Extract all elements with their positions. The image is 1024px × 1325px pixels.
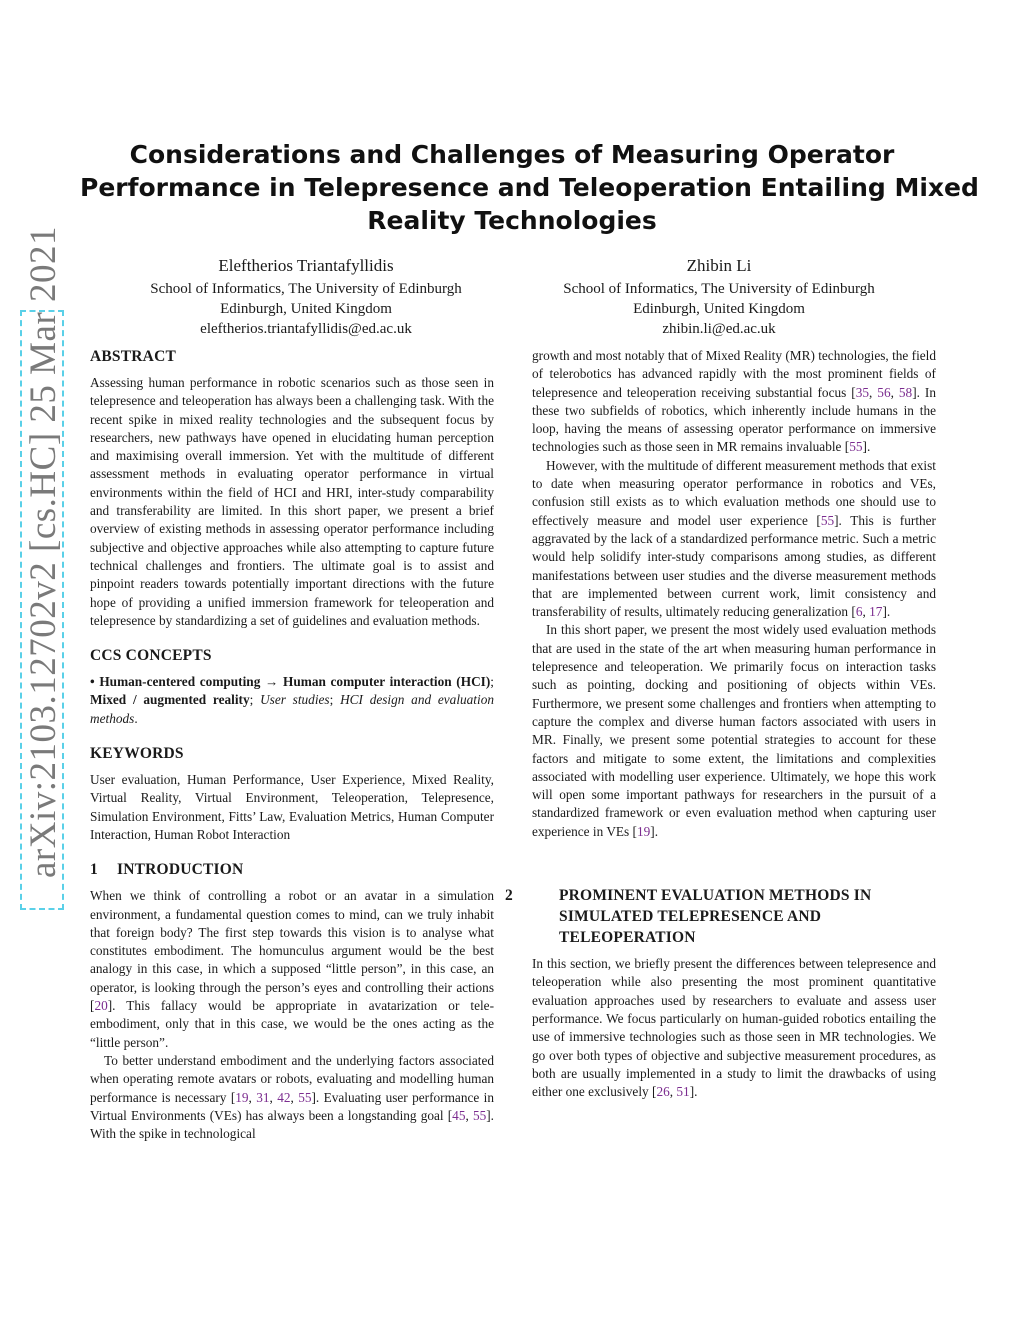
right-column: [505, 347, 937, 1117]
author-email[interactable]: eleftherios.triantafyllidis@ed.ac.uk: [200, 321, 412, 337]
citation-link[interactable]: 20: [94, 998, 108, 1014]
section-2: [505, 885, 936, 1101]
author-affiliation: School of Informatics, The University of Edinburgh: [150, 281, 462, 297]
intro-paragraph-4: However, with the multitude of different measurement methods that exist to date when measuring operator performance in robotics and VEs, confusion still exists as to which evaluation methods one should use to effectively measure and model user experience [55]. This is further aggravated by the lack of a standardized performance metric. Such a metric would help solidify inter-study comparisons among studies, as different manifestations between user studies and the diverse measurement methods that are implemented between current work, limit consistency and transferability of results, ultimately reducing generalization [6, 17].: [532, 457, 936, 620]
abstract-heading: ABSTRACT: [90, 348, 177, 365]
citation-link[interactable]: 35: [855, 384, 869, 400]
citation-link[interactable]: 58: [898, 384, 913, 400]
citation-link[interactable]: 55: [298, 1089, 312, 1105]
author-block-2: [529, 255, 909, 339]
citation-link[interactable]: 56: [877, 384, 891, 400]
title-line: Reality Technologies: [367, 206, 657, 235]
citation-link[interactable]: 55: [820, 512, 835, 528]
author-location: Edinburgh, United Kingdom: [220, 301, 392, 317]
author-name: Eleftherios Triantafyllidis: [218, 256, 394, 275]
keywords-section: [90, 744, 494, 844]
citation-link[interactable]: 19: [636, 823, 651, 839]
citation-link[interactable]: 45: [452, 1107, 466, 1123]
citation-link[interactable]: 6: [855, 604, 863, 620]
intro-paragraph-5: In this short paper, we present the most widely used evaluation methods that are used in the state of the art when measuring human performance in telepresence and teleoperation. We primarily focus on interaction tasks such as pointing, docking and positioning of objects within VEs. Furthermore, we present some challenges and frontiers when attempting to capture the complex and diverse human factors associated with users in MR. Finally, we present some potential strategies to account for these factors and mitigate to some extent, the limitations and complexities associated with modelling user experience. Ultimately, we hope this work will open some important pathways for researchers in the pursuit of a standardized framework or even evaluation method when capturing user experience in VEs [19].: [532, 622, 936, 839]
section-2-heading: 2 PROMINENT EVALUATION METHODS IN SIMULATED TELEPRESENCE AND TELEOPERATION: [505, 887, 872, 947]
abstract-text: Assessing human performance in robotic scenarios such as those seen in telepresence and teleoperation has always been a challenging task. With the recent spike in mixed reality technologies and the subsequent focus by researchers, new pathways have opened in elucidating human perception and maximising overall immersion. Yet with the multitude of different assessment methods in evaluating operator performance in virtual environments within the field of HCI and HRI, inter-study comparability and transferability are limited. In this short paper, we present a brief overview of existing methods in assessing operator performance including subjective and objective approaches while also attempting to capture future technical challenges and frontiers. The ultimate goal is to assist and pinpoint readers towards potentially important directions with the future hope of providing a unified immersion framework for teleoperation and telepresence by standardizing a set of guidelines and evaluation methods.: [90, 375, 494, 628]
intro-paragraph-1: When we think of controlling a robot or an avatar in a simulation environment, a fundamental question comes to mind, can we truly inhabit that foreign body? The first step towards this vision is to analyse what constitutes embodiment. The homunculus argument would be the best analogy in this case, in which a supposed “little person”, in this case, an operator, is looking through the person’s eyes and controlling their actions [20]. This fallacy would be appropriate in avatarization or tele-embodiment, only that in this case, we would be the ones acting as the “little person”.: [90, 888, 494, 1050]
author-name: Zhibin Li: [686, 256, 752, 275]
author-location: Edinburgh, United Kingdom: [633, 301, 805, 317]
introduction-heading: 1 INTRODUCTION: [90, 861, 244, 879]
introduction-section: [90, 860, 494, 1143]
intro-paragraph-3: growth and most notably that of Mixed Reality (MR) technologies, the field of telerobotics has advanced rapidly with the most prominent fields of telepresence and teleoperation receiving substantial focus [35, 56, 58]. In these two subfields of robotics, which inherently include humans in the loop, having the means of assessing operator performance on immersive technologies such as those seen in MR remains invaluable [55].: [532, 348, 937, 455]
keywords-text: User evaluation, Human Performance, User Experience, Mixed Reality, Virtual Reality, Virtual Environment, Teleoperation, Telepresence, Simulation Environment, Fitts’ Law, Evaluation Metrics, Human Computer Interaction, Human Robot Interaction: [90, 772, 494, 842]
citation-link[interactable]: 55: [849, 439, 863, 455]
keywords-heading: KEYWORDS: [90, 745, 184, 763]
title-line: Performance in Telepresence and Teleoperation Entailing Mixed: [80, 173, 979, 202]
ccs-heading: CCS CONCEPTS: [90, 647, 212, 665]
paper-title: [80, 138, 979, 237]
ccs-concepts-section: [90, 646, 494, 728]
citation-link[interactable]: 42: [277, 1089, 291, 1105]
left-column: [90, 347, 494, 1159]
abstract-section: [90, 347, 494, 630]
arxiv-identifier: arXiv:2103.12702v2 [cs.HC] 25 Mar 2021: [23, 225, 64, 878]
author-email[interactable]: zhibin.li@ed.ac.uk: [662, 321, 776, 337]
author-affiliation: School of Informatics, The University of Edinburgh: [563, 281, 875, 297]
citation-link[interactable]: 55: [472, 1107, 487, 1123]
ccs-text: • Human-centered computing → Human computer interaction (HCI); Mixed / augmented reality; User studies; HCI design and evaluation methods.: [90, 674, 494, 726]
title-line: Considerations and Challenges of Measuring Operator: [129, 140, 895, 169]
citation-link[interactable]: 19: [235, 1089, 249, 1105]
citation-link[interactable]: 26: [656, 1084, 670, 1100]
intro-paragraph-2: To better understand embodiment and the underlying factors associated when operating remote avatars or robots, evaluating and modelling human performance is necessary [19, 31, 42, 55]. Evaluating user performance in Virtual Environments (VEs) has always been a longstanding goal [45, 55]. With the spike in technological: [90, 1052, 494, 1142]
section-2-paragraph-1: In this section, we briefly present the differences between telepresence and teleoperation while also presenting the most prominent quantitative evaluation approaches used by researchers to evaluate and assess user performance. We focus particularly on human-guided robotics entailing the use of immersive technologies such as those seen in MR technologies. We go over both types of objective and subjective measurement procedures, as both are usually implemented in a study to limit the drawbacks of using either one exclusively [26, 51].: [532, 956, 936, 1100]
citation-link[interactable]: 17: [869, 604, 883, 620]
author-block-1: [116, 255, 496, 339]
citation-link[interactable]: 51: [676, 1084, 690, 1100]
citation-link[interactable]: 31: [256, 1089, 270, 1105]
